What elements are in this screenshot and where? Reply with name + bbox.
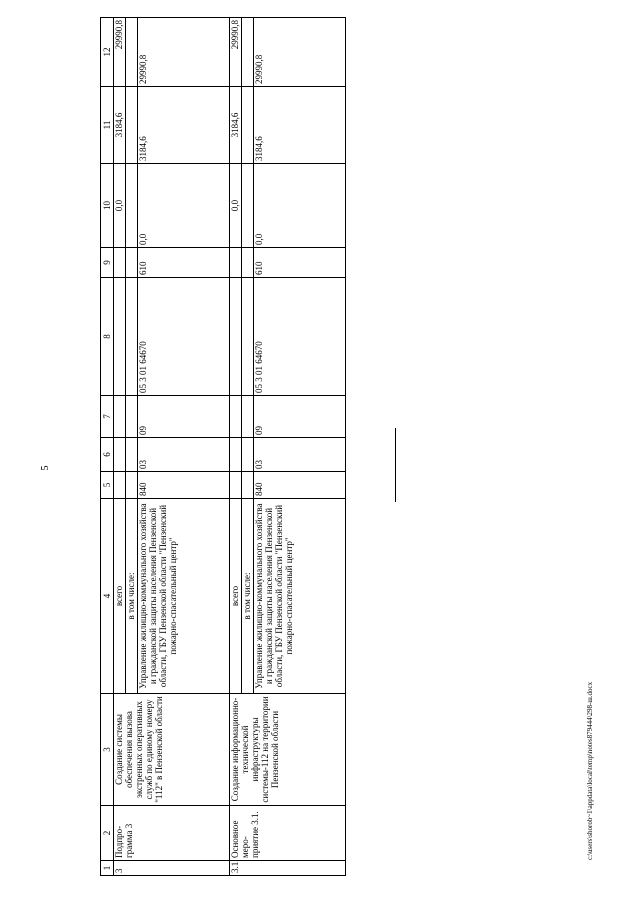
row-number: 3.1.: [230, 861, 346, 876]
header-cell: 9: [101, 248, 114, 278]
cell-value: 03: [138, 438, 230, 472]
header-cell: 5: [101, 472, 114, 499]
total-label: всего: [230, 499, 242, 694]
cell-value: 3184,6: [138, 87, 230, 164]
cell-value: 840: [254, 472, 346, 499]
header-cell: 11: [101, 87, 114, 164]
file-path-footer: c:\users\shorob~1\appdata\local\temp\notes879444\298-ш.docx: [586, 681, 594, 860]
header-cell: 1: [101, 861, 114, 876]
total-value: 3184,6: [114, 87, 126, 164]
header-cell: 4: [101, 499, 114, 694]
executor-text: Управление жилищно-коммунального хозяйства и гражданской защиты населения Пензенской области, ГБУ Пензенской области "Пензенский пожарно-спасательный центр": [254, 499, 346, 694]
row-type: Подпро-грамма 3: [114, 806, 230, 861]
cell-value: 0,0: [138, 164, 230, 248]
cell-value: 05 3 01 64670: [254, 278, 346, 396]
header-cell: 2: [101, 806, 114, 861]
header-cell: 6: [101, 438, 114, 472]
cell-value: 29990,8: [138, 18, 230, 87]
header-cell: 7: [101, 396, 114, 438]
total-label: всего: [114, 499, 126, 694]
divider-line: [395, 428, 396, 502]
row-name: Создание информационно-технической инфраструктуры системы-112 на территории Пензенской области: [230, 694, 346, 806]
cell-value: 05 3 01 64670: [138, 278, 230, 396]
cell-value: 0,0: [254, 164, 346, 248]
total-value: 0,0: [114, 164, 126, 248]
cell-value: 29990,8: [254, 18, 346, 87]
cell-value: 09: [254, 396, 346, 438]
header-row: [101, 18, 114, 876]
row-type: Основное меро-приятие 3.1.: [230, 806, 346, 861]
row-number: 3: [114, 861, 230, 876]
cell-value: 610: [138, 248, 230, 278]
executor-text: Управление жилищно-коммунального хозяйства и гражданской защиты населения Пензенской области, ГБУ Пензенской области "Пензенский пожарно-спасательный центр": [138, 499, 230, 694]
header-cell: 10: [101, 164, 114, 248]
header-cell: 3: [101, 694, 114, 806]
table-row: [230, 18, 242, 876]
cell-value: 03: [254, 438, 346, 472]
row-name: Создание системы обеспечения вызова экстренных оперативных служб по единому номеру "112" в Пензенской области: [114, 694, 230, 806]
header-cell: 12: [101, 18, 114, 87]
cell-value: 840: [138, 472, 230, 499]
total-value: 3184,6: [230, 87, 242, 164]
including-label: в том числе:: [242, 499, 254, 694]
cell-value: 3184,6: [254, 87, 346, 164]
cell-value: 09: [138, 396, 230, 438]
page-number: 5: [40, 465, 51, 471]
table-row: [114, 18, 126, 876]
including-label: в том числе:: [126, 499, 138, 694]
total-value: 29990,8: [230, 18, 242, 87]
total-value: 0,0: [230, 164, 242, 248]
header-cell: 8: [101, 278, 114, 396]
budget-table: [100, 17, 346, 876]
cell-value: 610: [254, 248, 346, 278]
total-value: 29990,8: [114, 18, 126, 87]
budget-table-rotated: [100, 18, 338, 876]
